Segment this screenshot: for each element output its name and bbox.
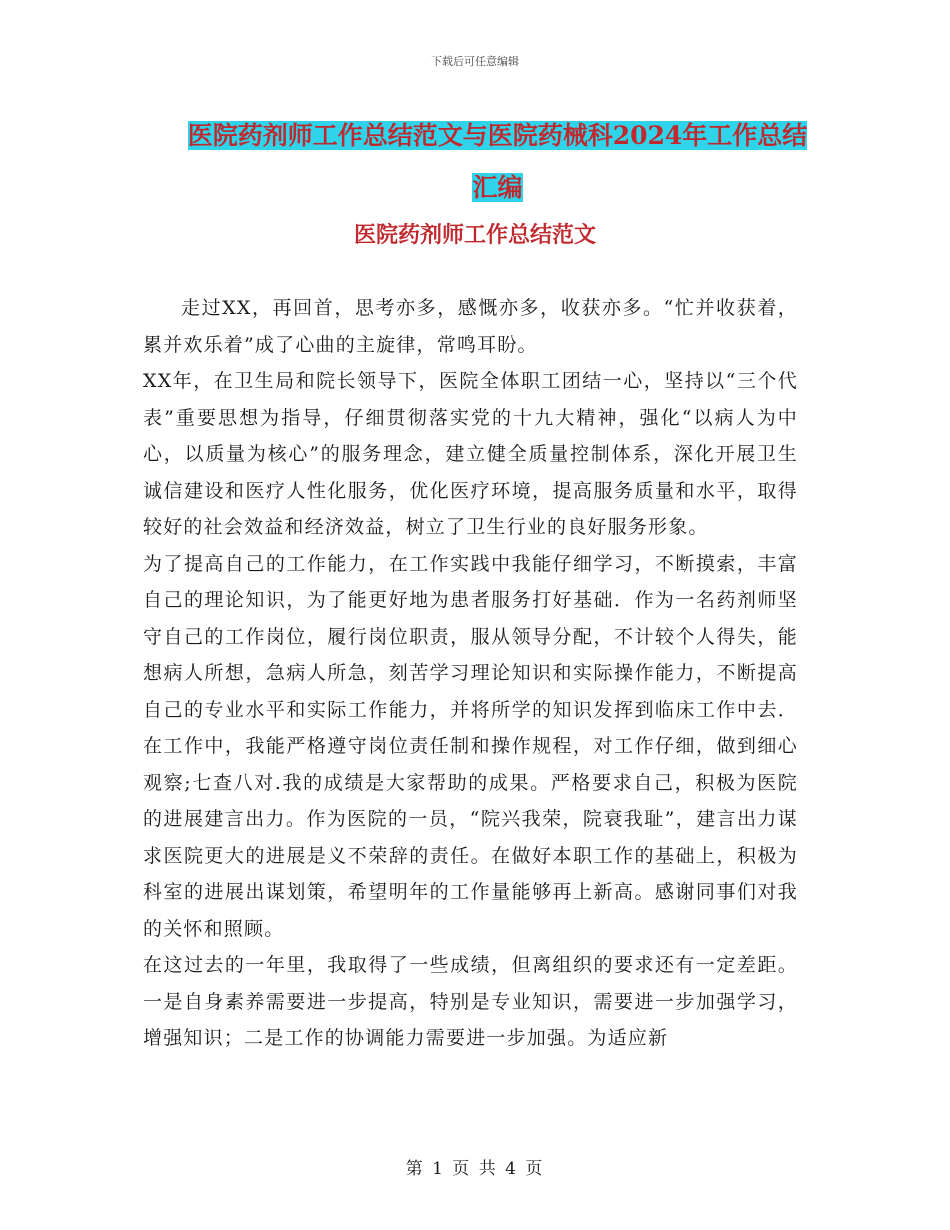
header-note: 下载后可任意编辑 — [431, 55, 519, 68]
body-text — [143, 290, 798, 1057]
document-title — [185, 110, 810, 214]
paragraph: 在这过去的一年里，我取得了一些成绩，但离组织的要求还有一定差距。一是自身素养需要进一步提高，特别是专业知识，需要进一步加强学习，增强知识；二是工作的协调能力需要进一步加强。为适应新 — [143, 954, 798, 1049]
document-title-text: 医院药剂师工作总结范文与医院药械科2024年工作总结汇编 — [187, 121, 808, 202]
section-title: 医院药剂师工作总结范文 — [353, 222, 596, 248]
paragraph: 走过XX，再回首，思考亦多，感慨亦多，收获亦多。“忙并收获着，累并欢乐着”成了心曲的主旋律，常鸣耳盼。 — [143, 297, 798, 356]
page-footer: 第 1 页 共 4 页 — [405, 1159, 545, 1179]
paragraph: 为了提高自己的工作能力，在工作实践中我能仔细学习，不断摸索，丰富自己的理论知识，为了能更好地为患者服务打好基础．作为一名药剂师坚守自己的工作岗位，履行岗位职责，服从领导分配，不计较个人得失，能想病人所想，急病人所急，刻苦学习理论知识和实际操作能力，不断提高自己的专业水平和实际工作能力，并将所学的知识发挥到临床工作中去．在工作中，我能严格遵守岗位责任制和操作规程，对工作仔细，做到细心观察;七查八对.我的成绩是大家帮助的成果。严格要求自己，积极为医院的进展建言出力。作为医院的一员，“院兴我荣，院衰我耻”，建言出力谋求医院更大的进展是义不荣辞的责任。在做好本职工作的基础上，积极为科室的进展出谋划策，希望明年的工作量能够再上新高。感谢同事们对我的关怀和照顾。 — [143, 552, 798, 940]
paragraph: XX年，在卫生局和院长领导下，医院全体职工团结一心，坚持以“三个代表”重要思想为指导，仔细贯彻落实党的十九大精神，强化“以病人为中心，以质量为核心”的服务理念，建立健全质量控制体系，深化开展卫生诚信建设和医疗人性化服务，优化医疗环境，提高服务质量和水平，取得较好的社会效益和经济效益，树立了卫生行业的良好服务形象。 — [143, 370, 798, 538]
